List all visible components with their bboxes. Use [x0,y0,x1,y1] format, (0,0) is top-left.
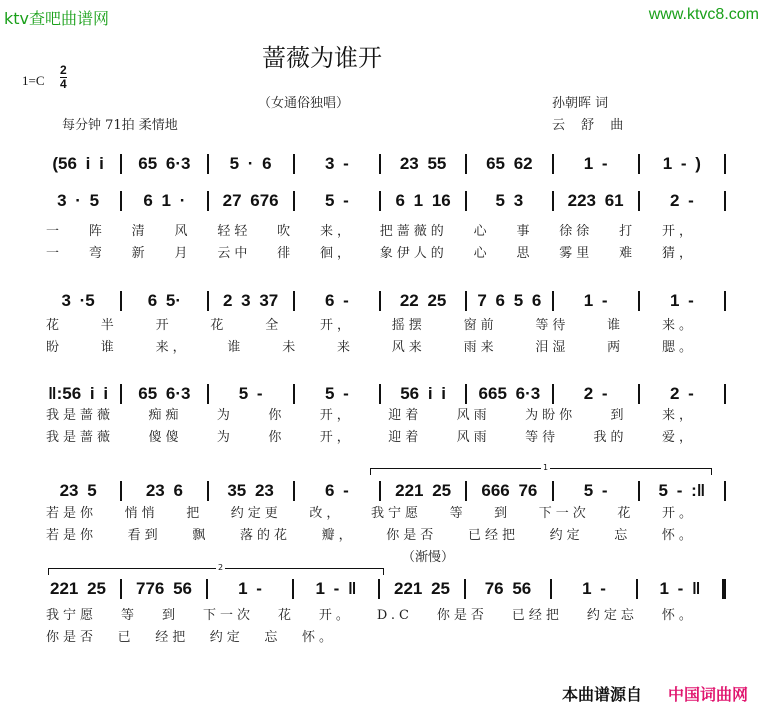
second-ending-label: 2 [218,563,224,572]
lyrics-verse-2 [46,630,336,646]
measure: 5 - :‖ [658,481,706,500]
performance-note: （女通俗独唱） [258,96,350,111]
lyric-word: 来。 [661,318,696,333]
lyric-word: 把蔷薇的 [379,224,448,239]
lyric-word: 你 [268,408,286,423]
footer-site-link[interactable]: 中国词曲网 [668,685,749,704]
measure: 6 - [324,291,349,310]
measure: 1 - [238,579,262,598]
lyric-word: 把 [186,506,204,521]
time-signature-top: 2 [60,63,67,77]
lyric-word: 来 [336,340,354,355]
measure: 1 - [583,291,608,310]
lyric-word: 悄悄 [124,506,159,521]
lyric-word: 盼 [46,340,64,355]
measure: 22 25 [399,291,447,310]
measure: 1 - ‖ [659,579,701,598]
lyric-word: 雨来 [463,340,498,355]
lyric-word: 开， [319,430,354,445]
lyric-word: 谁 [227,340,245,355]
lyric-word: D.C [376,608,413,623]
measure: 666 76 [481,481,538,500]
measure: 6 5· [147,291,182,310]
measure: 2 3 37 [222,291,279,310]
ritardando-marking: （渐慢） [402,550,455,565]
lyrics-verse-1 [46,408,696,424]
lyric-word: 约定更 [230,506,282,521]
bar-line [724,384,726,404]
lyric-word: 已经把 [467,528,519,543]
lyric-word: 傻傻 [148,430,183,445]
lyric-word: 落的花 [239,528,291,543]
measure: ‖:56 i i [48,384,109,403]
lyric-word: 迎着 [388,430,423,445]
bar-line [724,291,726,311]
measure: 5 - [324,191,349,210]
lyrics-verse-1 [46,224,696,240]
lyric-word: 等 [449,506,467,521]
measure: 665 6·3 [478,384,541,403]
lyric-word: 你 [268,430,286,445]
first-ending-bracket [370,463,712,475]
lyric-word: 约定忘 [586,608,638,623]
lyric-word: 思 [516,246,534,261]
measure: 221 25 [50,579,106,598]
lyric-word: 新 [131,246,149,261]
lyric-word: 飘 [192,528,210,543]
lyric-word: 弯 [88,246,106,261]
measure: 1 - ) [662,154,701,173]
lyric-word: 两 [607,340,625,355]
lyric-word: 心 [473,246,491,261]
measure: 776 56 [136,579,192,598]
watermark-right: www.ktvc8.com [648,6,759,23]
lyric-word: 风来 [391,340,426,355]
lyric-word: 等待 [525,430,560,445]
measure: 56 i i [400,384,447,403]
lyric-word: 我是蔷薇 [46,408,115,423]
lyrics-verse-2 [46,528,696,544]
bar-line [722,579,726,599]
measure: 65 6·3 [138,154,191,173]
lyric-word: 你是否 [46,630,98,645]
lyric-word: 徐徐 [559,224,594,239]
lyric-word: 你是否 [436,608,488,623]
footer-source-label: 本曲谱源自 [562,685,643,704]
lyric-word: 谁 [607,318,625,333]
lyric-word: 迎着 [388,408,423,423]
music-row [36,578,726,600]
time-signature [60,64,67,91]
lyric-word: 开。 [661,506,696,521]
measure: 23 6 [145,481,183,500]
key-signature: 1=C [22,73,45,88]
measure: 3 ·5 [61,291,95,310]
measure: 221 25 [395,481,452,500]
lyric-word: 等待 [535,318,570,333]
lyric-word: 为 [216,408,234,423]
lyric-word: 泪湿 [535,340,570,355]
measure: 1 - [582,579,606,598]
measure: 1 - [669,291,694,310]
measure: (56 i i [52,154,104,173]
lyric-word: 爱， [661,430,696,445]
lyric-word: 已经把 [511,608,563,623]
music-row [36,383,726,405]
lyric-word: 花 [617,506,635,521]
lyric-word: 风雨 [456,430,491,445]
lyrics-verse-2 [46,340,696,356]
lyric-word: 忘 [614,528,632,543]
measure: 3 · 5 [57,191,100,210]
lyric-word: 未 [282,340,300,355]
lyric-word: 等 [120,608,138,623]
measure: 5 3 [495,191,524,210]
watermark-left: ktv查吧曲谱网 [4,9,110,28]
lyric-word: 吹 [277,224,295,239]
lyric-word: 我宁愿 [370,506,422,521]
lyric-word: 开， [319,318,354,333]
measure: 76 56 [484,579,532,598]
song-title: 蔷薇为谁开 [262,44,382,72]
lyric-word: 一 [46,224,64,239]
measure: 6 - [324,481,349,500]
measure: 2 - [669,191,694,210]
measure: 2 - [669,384,694,403]
lyric-word: 事 [516,224,534,239]
lyric-word: 下一次 [538,506,590,521]
lyric-word: 若是你 [46,506,98,521]
lyric-word: 象伊人的 [379,246,448,261]
measure: 1 - ‖ [315,579,357,598]
lyric-word: 月 [174,246,192,261]
measure: 5 - [583,481,608,500]
measure: 2 - [583,384,608,403]
lyric-word: 开 [155,318,173,333]
measure: 5 - [324,384,349,403]
lyric-word: 心 [473,224,491,239]
lyric-word: 到 [494,506,512,521]
time-signature-bottom: 4 [60,77,67,91]
lyric-word: 为盼你 [525,408,577,423]
lyric-word: 约定 [209,630,244,645]
lyric-word: 难 [619,246,637,261]
lyric-word: 若是你 [46,528,98,543]
lyric-word: 谁 [100,340,118,355]
lyricist: 孙朝晖 词 [552,96,609,111]
lyric-word: 忘 [264,630,282,645]
lyric-word: 徘 [277,246,295,261]
bar-line [724,481,726,501]
lyric-word: 我是蔷薇 [46,430,115,445]
lyric-word: 轻轻 [217,224,252,239]
lyric-word: 痴痴 [148,408,183,423]
measure: 23 5 [59,481,97,500]
lyric-word: 打 [619,224,637,239]
lyric-word: 窗前 [463,318,498,333]
bar-line [724,191,726,211]
lyric-word: 腮。 [661,340,696,355]
lyrics-verse-1 [46,318,696,334]
measure: 7 6 5 6 [477,291,542,310]
lyric-word: 风雨 [456,408,491,423]
measure: 27 676 [222,191,279,210]
lyric-word: 阵 [88,224,106,239]
lyric-word: 徊， [319,246,354,261]
lyric-word: 猜， [661,246,696,261]
lyric-word: 风 [174,224,192,239]
lyric-word: 开， [661,224,696,239]
lyric-word: 怀。 [661,528,696,543]
music-row [36,153,726,175]
lyric-word: 到 [610,408,628,423]
measure: 65 6·3 [138,384,191,403]
measure: 35 23 [227,481,274,500]
lyric-word: 花 [210,318,228,333]
lyric-word: 开， [319,408,354,423]
lyric-word: 经把 [155,630,190,645]
music-row [36,290,726,312]
lyrics-verse-1 [46,608,696,624]
lyric-word: 为 [216,430,234,445]
lyric-word: 花 [46,318,64,333]
measure: 223 61 [567,191,624,210]
lyric-word: 已 [117,630,135,645]
lyric-word: 云中 [217,246,252,261]
lyric-word: 我的 [593,430,628,445]
measure: 23 55 [399,154,447,173]
lyric-word: 摇摆 [391,318,426,333]
composer: 云 舒 曲 [552,118,630,133]
first-ending-label: 1 [543,463,549,472]
bar-line [724,154,726,174]
lyric-word: 看到 [127,528,162,543]
lyric-word: 来， [661,408,696,423]
lyric-word: 全 [265,318,283,333]
lyric-word: 怀。 [661,608,696,623]
lyric-word: 我宁愿 [46,608,98,623]
measure: 3 - [324,154,349,173]
lyrics-verse-1 [46,506,696,522]
lyric-word: 怀。 [301,630,336,645]
measure: 5 · 6 [229,154,272,173]
lyric-word: 瓣， [321,528,356,543]
measure: 6 1 16 [395,191,451,210]
measure: 6 1 · [143,191,186,210]
lyrics-verse-2 [46,246,696,262]
lyric-word: 半 [100,318,118,333]
lyrics-verse-2 [46,430,696,446]
lyric-word: 到 [161,608,179,623]
lyric-word: 花 [277,608,295,623]
lyric-word: 开。 [318,608,353,623]
measure: 1 - [583,154,608,173]
measure: 65 62 [486,154,533,173]
music-row [36,190,726,212]
lyric-word: 一 [46,246,64,261]
second-ending-bracket [48,563,384,575]
lyric-word: 来， [155,340,190,355]
lyric-word: 来， [319,224,354,239]
lyric-word: 下一次 [202,608,254,623]
music-row [36,480,726,502]
tempo-marking: 每分钟 71拍 柔情地 [62,118,178,133]
measure: 221 25 [394,579,450,598]
lyric-word: 约定 [549,528,584,543]
lyric-word: 清 [131,224,149,239]
lyric-word: 改， [309,506,344,521]
measure: 5 - [238,384,263,403]
lyric-word: 雾里 [559,246,594,261]
lyric-word: 你是否 [386,528,438,543]
